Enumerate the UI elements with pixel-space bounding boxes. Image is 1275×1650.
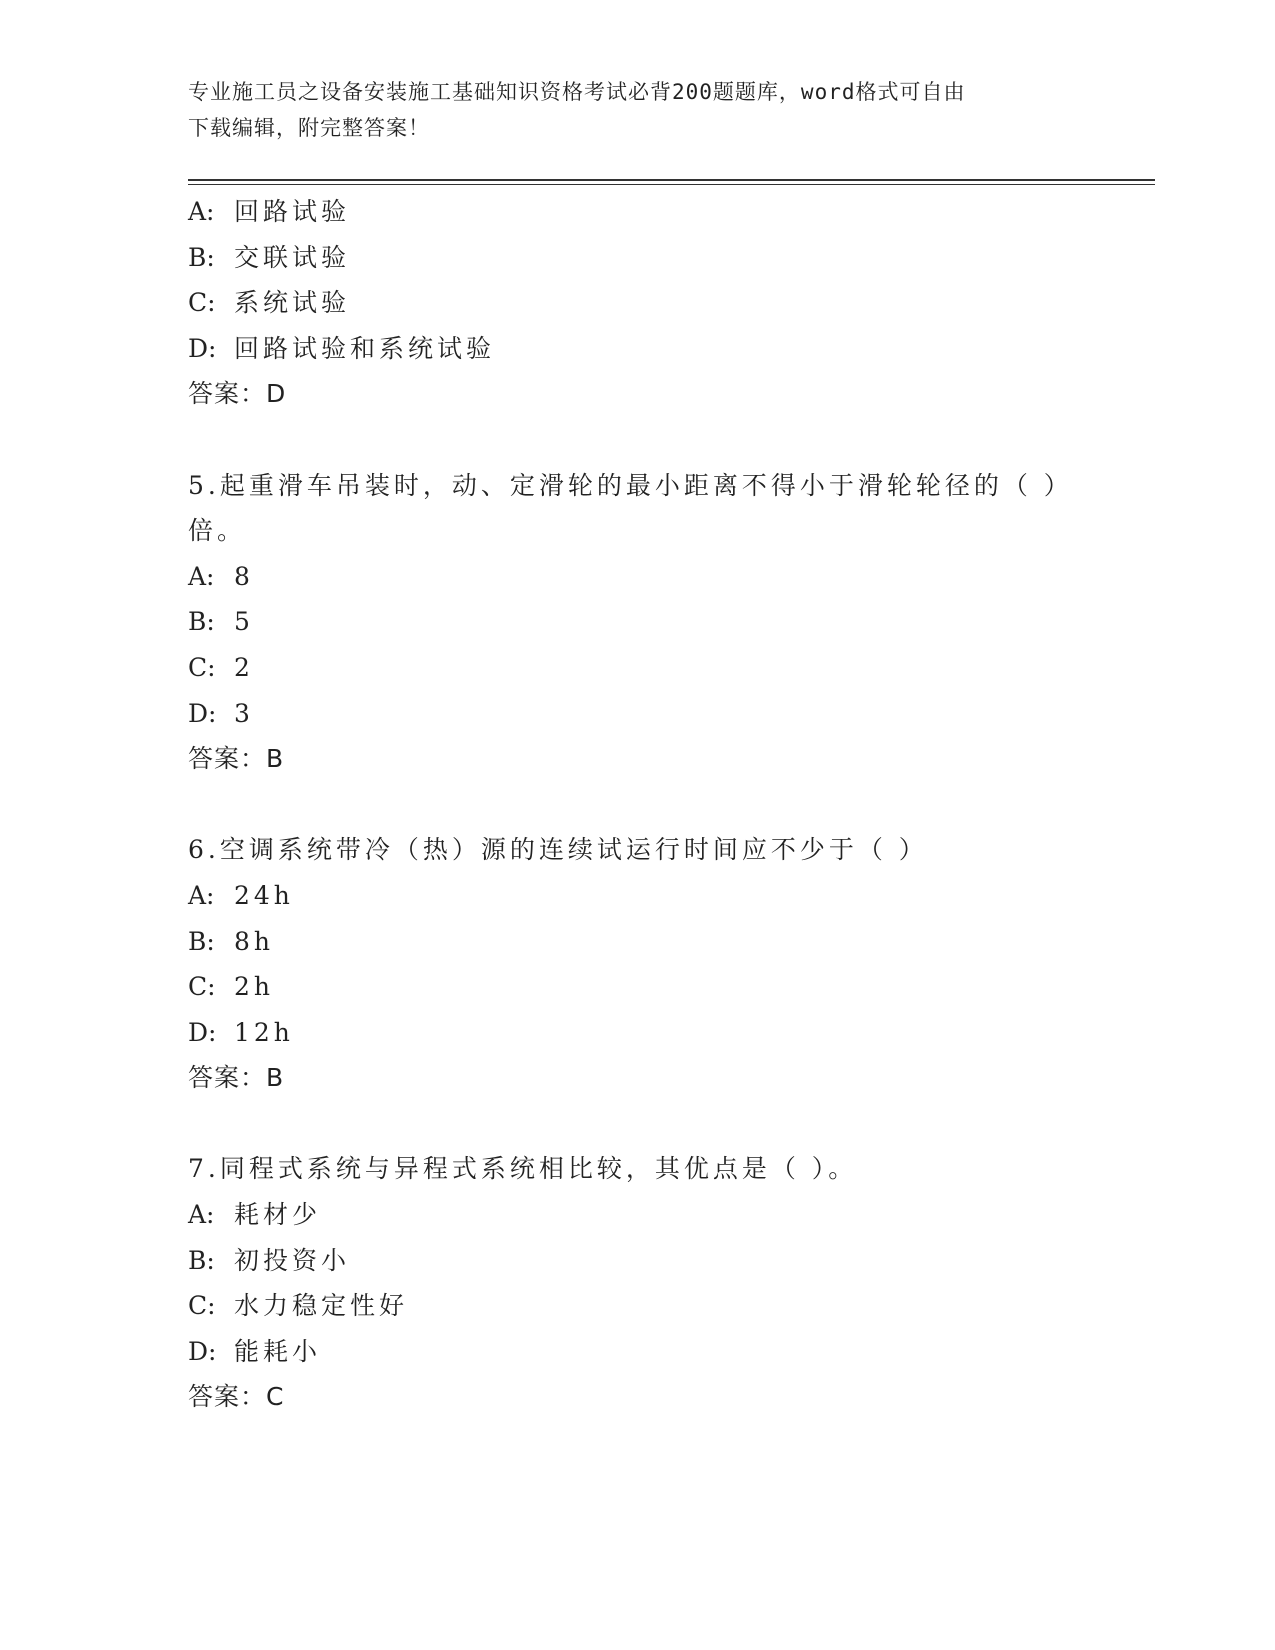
question-list: [188, 189, 1088, 1420]
option-letter: B:: [188, 926, 215, 956]
question-stem: 6.空调系统带冷（热）源的连续试运行时间应不少于（ ）: [188, 835, 928, 865]
option-c: [188, 280, 1088, 326]
option-letter: B:: [188, 607, 215, 637]
option-c: [188, 1283, 1088, 1329]
option-letter: A:: [188, 1200, 215, 1230]
option-text: 8: [234, 561, 254, 591]
option-a: [188, 189, 1088, 235]
answer-line: 答案：D: [188, 379, 287, 409]
option-letter: A:: [188, 561, 215, 591]
question-stem: 7.同程式系统与异程式系统相比较，其优点是（ ）。: [188, 1154, 858, 1184]
option-a: [188, 873, 1088, 919]
header-title-line-2: 下载编辑，附完整答案！: [188, 116, 430, 140]
question-7: [188, 1146, 1088, 1420]
option-letter: C:: [188, 972, 216, 1002]
option-text: 交联试验: [234, 242, 351, 272]
option-text: 12h: [234, 1017, 294, 1047]
spacer: [188, 782, 1088, 828]
option-text: 初投资小: [234, 1245, 351, 1275]
question-stem: 5.起重滑车吊装时，动、定滑轮的最小距离不得小于滑轮轮径的（ ）: [188, 470, 1073, 500]
option-text: 系统试验: [234, 288, 351, 318]
option-d: [188, 326, 1088, 372]
option-letter: D:: [188, 333, 217, 363]
option-text: 能耗小: [234, 1336, 322, 1366]
answer-line: 答案：B: [188, 744, 285, 774]
option-b: [188, 919, 1088, 965]
option-letter: C:: [188, 288, 216, 318]
option-text: 24h: [234, 880, 294, 910]
spacer: [188, 417, 1088, 463]
option-d: [188, 691, 1088, 737]
option-c: [188, 964, 1088, 1010]
spacer: [188, 1101, 1088, 1147]
question-4: [188, 189, 1088, 417]
option-letter: B:: [188, 1245, 215, 1275]
option-letter: D:: [188, 698, 217, 728]
option-b: [188, 235, 1088, 281]
option-text: 5: [234, 607, 254, 637]
answer-line: 答案：B: [188, 1063, 285, 1093]
option-d: [188, 1010, 1088, 1056]
option-letter: A:: [188, 197, 215, 226]
question-6: [188, 827, 1088, 1101]
option-d: [188, 1329, 1088, 1375]
header-divider: [188, 179, 1155, 185]
option-a: [188, 554, 1088, 600]
option-letter: B:: [188, 242, 215, 272]
option-text: 2: [234, 652, 254, 682]
option-letter: C:: [188, 1291, 216, 1321]
option-b: [188, 599, 1088, 645]
option-letter: A:: [188, 880, 215, 910]
option-a: [188, 1192, 1088, 1238]
option-b: [188, 1238, 1088, 1284]
option-c: [188, 645, 1088, 691]
option-text: 8h: [234, 926, 275, 956]
question-stem-continued: 倍。: [188, 516, 247, 546]
option-letter: C:: [188, 652, 216, 682]
option-text: 回路试验: [234, 197, 351, 226]
option-letter: D:: [188, 1017, 217, 1047]
option-text: 耗材少: [234, 1200, 322, 1230]
answer-line: 答案：C: [188, 1382, 285, 1412]
option-text: 3: [234, 698, 254, 728]
header-title-line-1: 专业施工员之设备安装施工基础知识资格考试必背200题题库，word格式可自由: [188, 80, 966, 104]
document-header: [188, 74, 1068, 146]
question-5: [188, 463, 1088, 782]
option-text: 回路试验和系统试验: [234, 333, 496, 363]
option-text: 水力稳定性好: [234, 1291, 409, 1321]
option-text: 2h: [234, 972, 275, 1002]
option-letter: D:: [188, 1336, 217, 1366]
